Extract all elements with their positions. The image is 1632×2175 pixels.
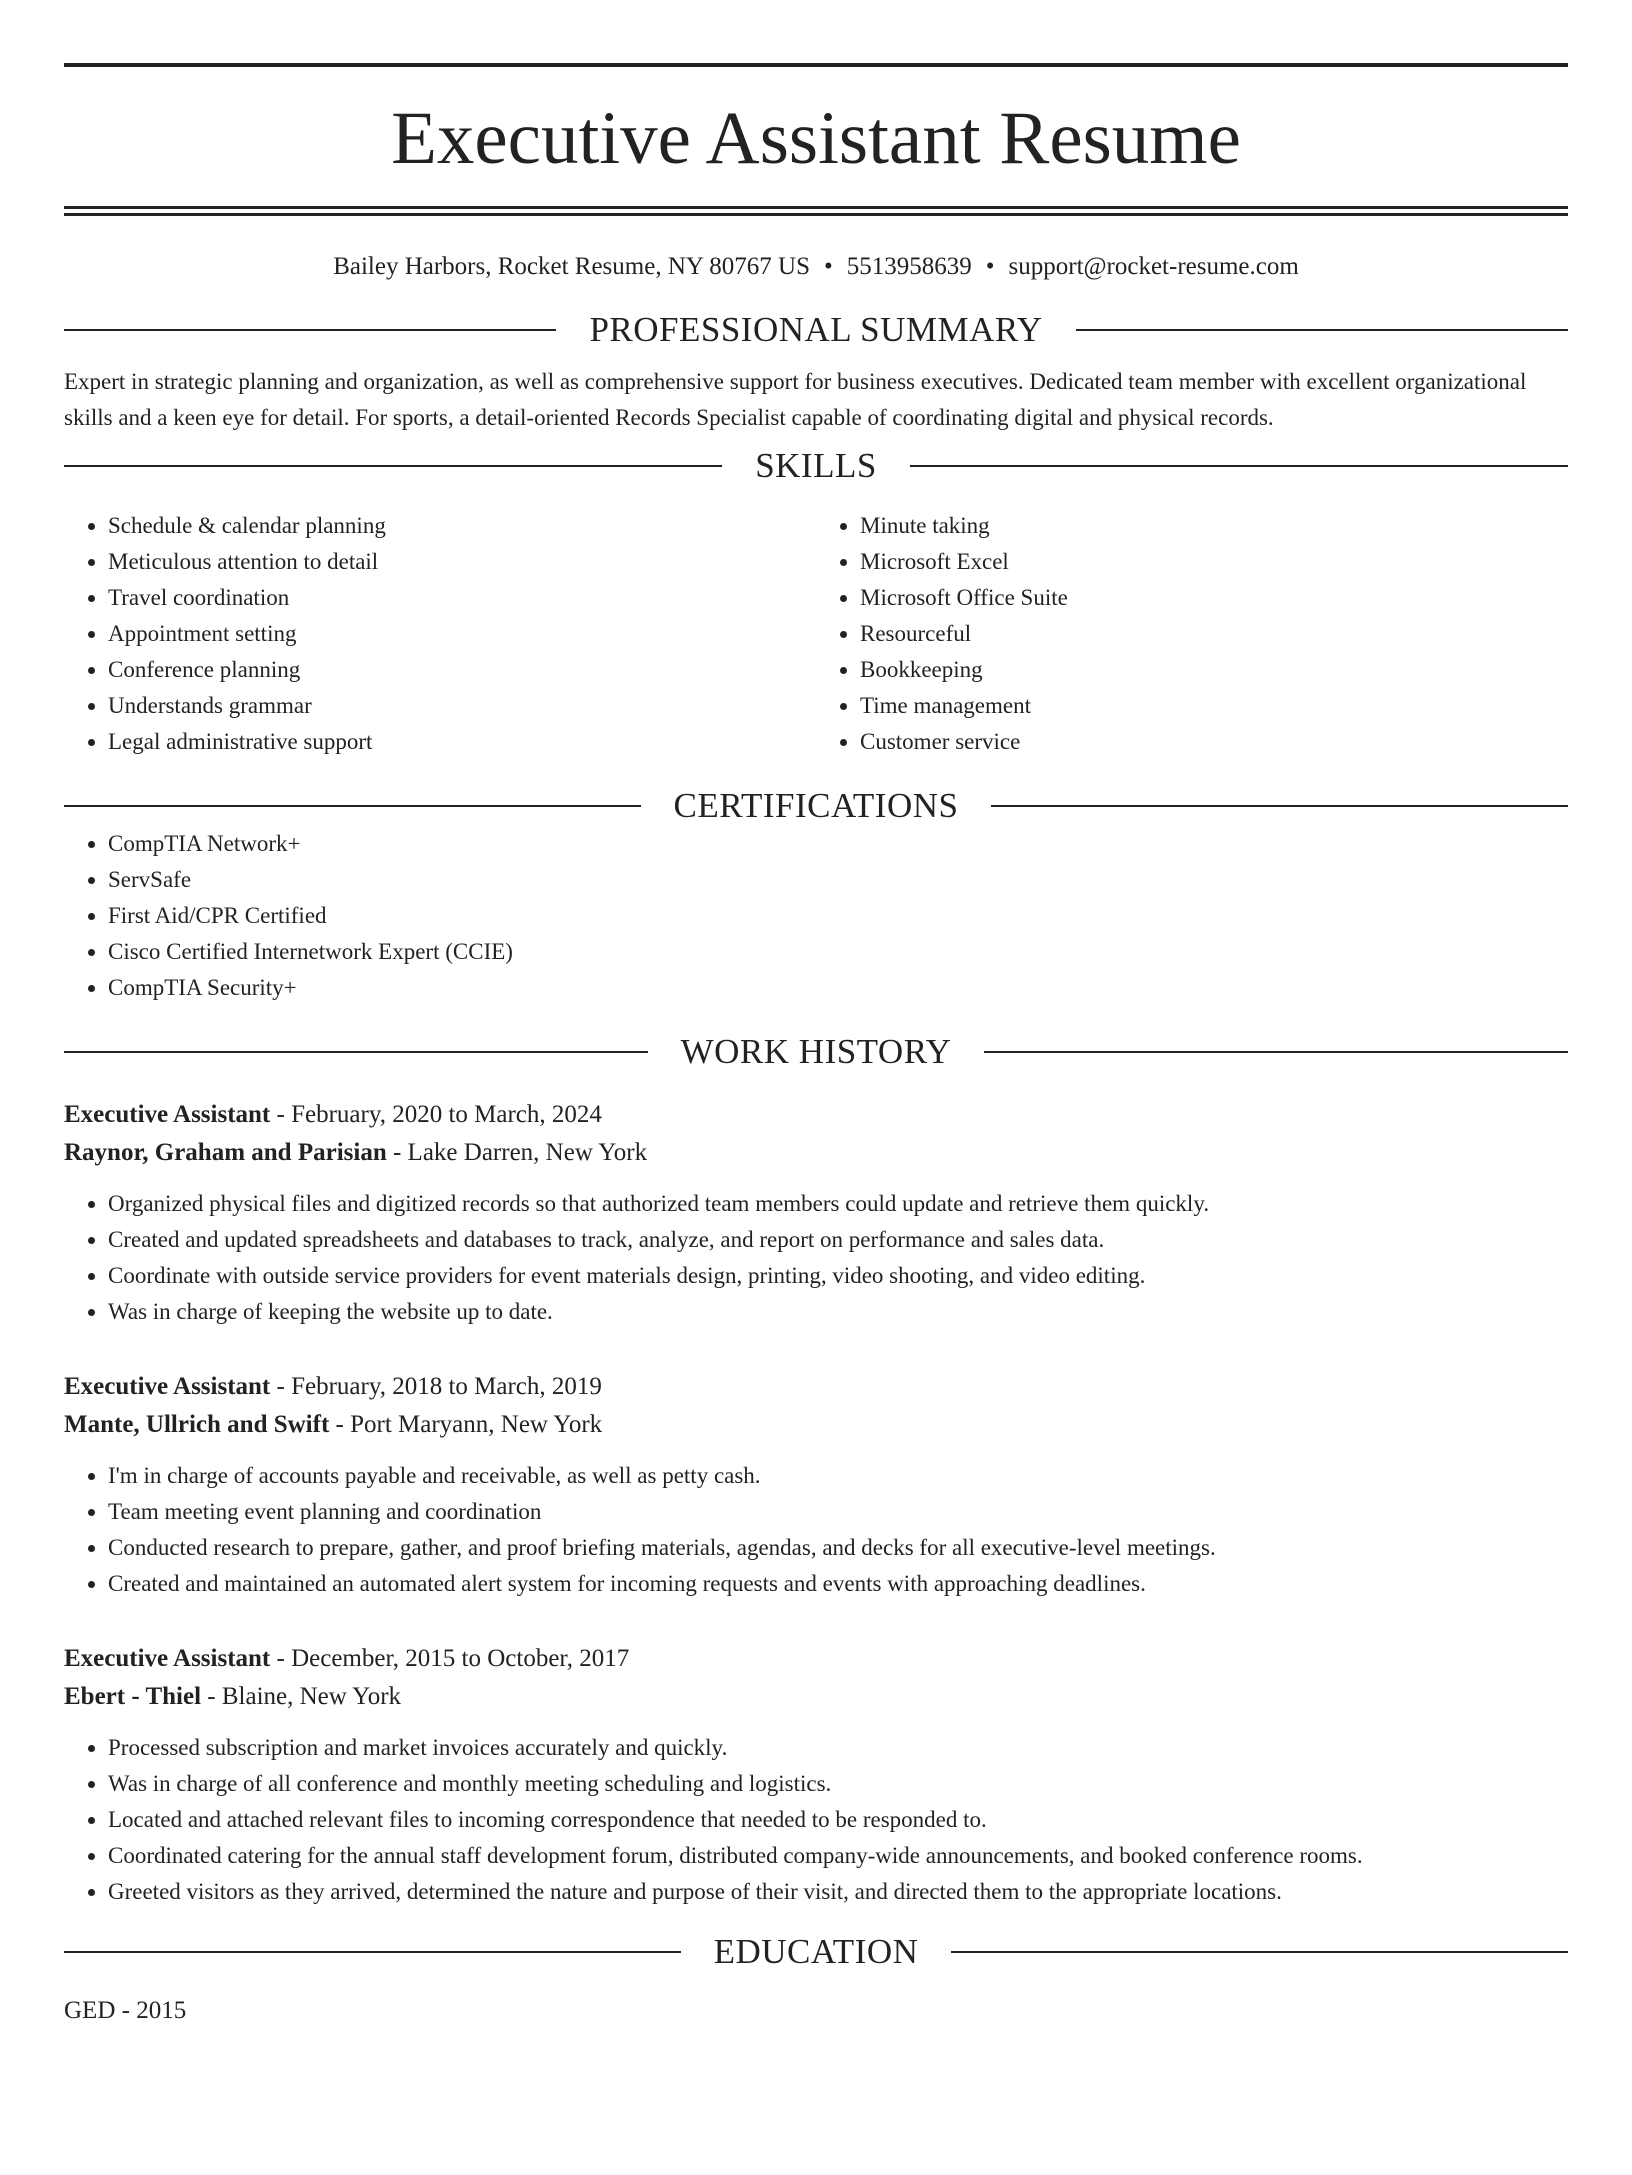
skills-column-right — [816, 508, 1568, 760]
skill-item: • Legal administrative support — [108, 724, 816, 760]
job-location: - Lake Darren, New York — [386, 1139, 648, 1166]
top-rule — [64, 63, 1568, 67]
certification-item: • CompTIA Network+ — [108, 826, 1568, 862]
section-header-certifications — [64, 786, 1568, 826]
resume-page — [0, 63, 1632, 2175]
skill-item: • Microsoft Office Suite — [860, 580, 1568, 616]
certification-item: • CompTIA Security+ — [108, 970, 1568, 1006]
section-rule — [64, 1951, 681, 1953]
job-duty-item: • Was in charge of all conference and monthly meeting scheduling and logistics. — [108, 1766, 1568, 1802]
section-rule — [64, 1051, 648, 1053]
section-header-summary — [64, 310, 1568, 350]
job-duty-item: • Created and maintained an automated alert system for incoming requests and events with approaching deadlines. — [108, 1566, 1568, 1602]
job-duty-item: • Coordinate with outside service providers for event materials design, printing, video shooting, and video editing. — [108, 1258, 1568, 1294]
job-duty-item: • Team meeting event planning and coordination — [108, 1494, 1568, 1530]
contact-separator: • — [823, 253, 833, 280]
section-title: WORK HISTORY — [680, 1032, 952, 1071]
job-duty-item: • Greeted visitors as they arrived, determined the nature and purpose of their visit, and directed them to the appropriate locations. — [108, 1874, 1568, 1910]
job-title-line — [64, 1640, 1568, 1678]
job-duty-item: • Processed subscription and market invoices accurately and quickly. — [108, 1730, 1568, 1766]
contact-phone: 5513958639 — [846, 253, 972, 280]
job-company: Ebert - Thiel — [64, 1683, 202, 1710]
job-company-line — [64, 1678, 1568, 1716]
job-duty-item: • Created and updated spreadsheets and databases to track, analyze, and report on performance and sales data. — [108, 1222, 1568, 1258]
job-title-line — [64, 1096, 1568, 1134]
resume-title: Executive Assistant Resume — [391, 97, 1241, 180]
job-company-line — [64, 1406, 1568, 1444]
job-dates: - February, 2020 to March, 2024 — [270, 1101, 602, 1128]
certification-item: • ServSafe — [108, 862, 1568, 898]
job-duty-item: • Coordinated catering for the annual staff development forum, distributed company-wide announcements, and booked conference rooms. — [108, 1838, 1568, 1874]
section-rule — [951, 1951, 1568, 1953]
job-duty-item: • I'm in charge of accounts payable and receivable, as well as petty cash. — [108, 1458, 1568, 1494]
certifications-list — [64, 826, 1568, 1006]
job-entry — [64, 1640, 1568, 1910]
certification-item: • First Aid/CPR Certified — [108, 898, 1568, 934]
skill-item: • Bookkeeping — [860, 652, 1568, 688]
section-rule — [64, 465, 722, 467]
skill-item: • Time management — [860, 688, 1568, 724]
job-duty-item: • Organized physical files and digitized records so that authorized team members could update and retrieve them quickly. — [108, 1186, 1568, 1222]
job-title-line — [64, 1368, 1568, 1406]
section-rule — [984, 1051, 1568, 1053]
job-dates: - December, 2015 to October, 2017 — [270, 1645, 630, 1672]
section-rule — [991, 805, 1568, 807]
contact-email: support@rocket-resume.com — [1008, 253, 1299, 280]
job-duties — [64, 1730, 1568, 1910]
section-title: CERTIFICATIONS — [673, 786, 959, 825]
title-double-rule — [64, 206, 1568, 216]
education-entry: GED - 2015 — [64, 1997, 187, 2024]
job-duties — [64, 1186, 1568, 1330]
skill-item: • Minute taking — [860, 508, 1568, 544]
job-title: Executive Assistant — [64, 1645, 271, 1672]
job-duty-item: • Located and attached relevant files to incoming correspondence that needed to be responded to. — [108, 1802, 1568, 1838]
job-duties — [64, 1458, 1568, 1602]
skills-column-left — [64, 508, 816, 760]
certification-item: • Cisco Certified Internetwork Expert (CCIE) — [108, 934, 1568, 970]
section-title: EDUCATION — [713, 1932, 919, 1971]
job-company: Mante, Ullrich and Swift — [64, 1411, 330, 1438]
section-rule — [910, 465, 1568, 467]
contact-separator: • — [985, 253, 995, 280]
contact-line — [64, 252, 1568, 282]
job-entry — [64, 1368, 1568, 1602]
job-location: - Blaine, New York — [201, 1683, 402, 1710]
skill-item: • Customer service — [860, 724, 1568, 760]
skill-item: • Appointment setting — [108, 616, 816, 652]
skill-item: • Understands grammar — [108, 688, 816, 724]
job-dates: - February, 2018 to March, 2019 — [270, 1373, 602, 1400]
job-company-line — [64, 1134, 1568, 1172]
section-rule — [64, 805, 641, 807]
job-entry — [64, 1096, 1568, 1330]
job-location: - Port Maryann, New York — [329, 1411, 603, 1438]
skill-item: • Conference planning — [108, 652, 816, 688]
skill-item: • Travel coordination — [108, 580, 816, 616]
job-title: Executive Assistant — [64, 1101, 271, 1128]
summary-text: Expert in strategic planning and organization, as well as comprehensive support for business executives. Dedicated team member with excellent organizational skills and a keen eye for detail. For sports, a detail-oriented Records Specialist capable of coordinating digital and physical records. — [64, 369, 1527, 430]
skills-list — [64, 508, 1568, 760]
section-header-skills — [64, 446, 1568, 486]
section-rule — [1076, 329, 1568, 331]
section-header-education — [64, 1932, 1568, 1972]
skill-item: • Meticulous attention to detail — [108, 544, 816, 580]
job-title: Executive Assistant — [64, 1373, 271, 1400]
contact-address: Bailey Harbors, Rocket Resume, NY 80767 US — [333, 253, 810, 280]
skill-item: • Schedule & calendar planning — [108, 508, 816, 544]
job-duty-item: • Was in charge of keeping the website up to date. — [108, 1294, 1568, 1330]
job-company: Raynor, Graham and Parisian — [64, 1139, 387, 1166]
section-header-work-history — [64, 1032, 1568, 1072]
skill-item: • Microsoft Excel — [860, 544, 1568, 580]
section-title: SKILLS — [755, 446, 877, 485]
skill-item: • Resourceful — [860, 616, 1568, 652]
job-duty-item: • Conducted research to prepare, gather, and proof briefing materials, agendas, and decks for all executive-level meetings. — [108, 1530, 1568, 1566]
section-rule — [64, 329, 556, 331]
section-title: PROFESSIONAL SUMMARY — [589, 310, 1043, 349]
